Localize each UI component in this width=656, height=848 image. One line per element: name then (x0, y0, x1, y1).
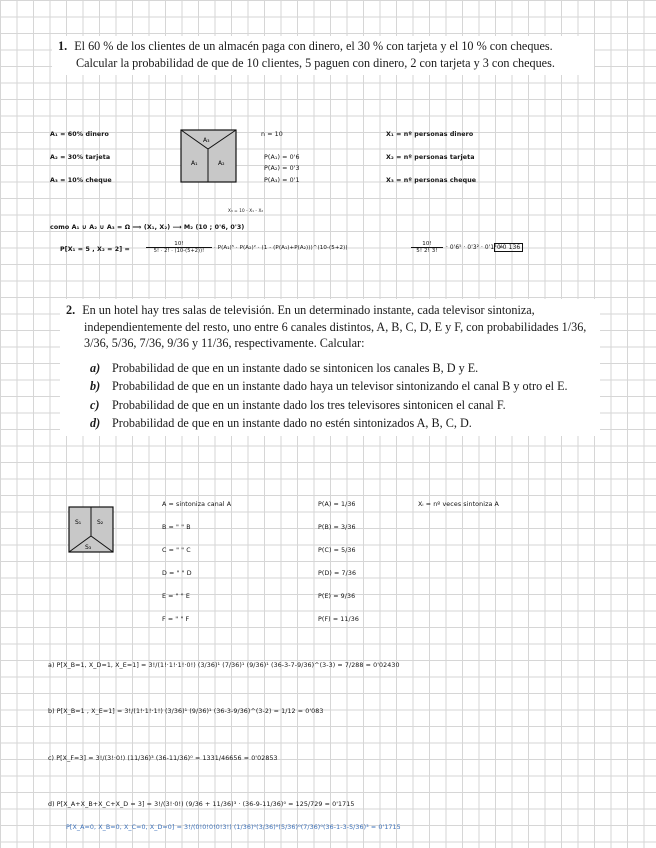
fraction-2-den: 5! 2! 3! (416, 248, 438, 254)
diagram2-region-s3: S₃ (85, 544, 92, 551)
prob-a: P(A) = 1/36 (318, 501, 356, 508)
diagram1-region-a2: A₂ (218, 160, 225, 167)
solution-d-alt: P[X_A=0, X_B=0, X_C=0, X_D=0] = 3!/(0!0!0!0!3!) (1/36)⁰(3/36)⁰(5/36)⁰(7/36)⁰(36-1-3-5/36)³ = 0'1715 (66, 824, 401, 831)
note-formula-tail: · P(A₁)⁵ · P(A₂)² · (1 - (P(A₁)+P(A₂)))^(10-(5+2)) (214, 245, 348, 251)
event-d: D = " " D (162, 570, 192, 577)
event-e: E = " " E (162, 593, 190, 600)
note-a1: A₁ = 60% dinero (50, 131, 109, 138)
note-arrow: X₃ = 10 - X₁ - X₂ (228, 208, 264, 213)
problem-2 (60, 299, 600, 436)
prob-b: P(B) = 3/36 (318, 524, 356, 531)
problem-1-text: El 60 % de los clientes de un almacén paga con dinero, el 30 % con tarjeta y el 10 % con cheques. Calcular la probabilidad de que de 10 clientes, 5 paguen con dinero, 2 con tarjeta y 3 con cheques. (74, 39, 555, 70)
prob-f: P(F) = 11/36 (318, 616, 359, 623)
problem-1 (52, 36, 594, 75)
event-c: C = " " C (162, 547, 191, 554)
note-eq2-tail: · 0'6⁵ · 0'3² · 0'1³ = (446, 245, 504, 251)
solution-d: d) P[X_A+X_B+X_C+X_D = 3] = 3!/(3!·0!) (9/36 + 11/36)³ · (36-9-11/36)⁰ = 125/729 = 0'1715 (48, 801, 355, 808)
note-p-a2: P(A₂) = 0'3 (264, 165, 300, 172)
item-a-label: a) (90, 360, 101, 375)
note-fraction-1 (146, 241, 212, 254)
solution-c: c) P[X_F=3] = 3!/(3!·0!) (11/36)³ (36-11/36)⁰ = 1331/46656 = 0'02853 (48, 755, 278, 762)
note-p-a3: P(A₃) = 0'1 (264, 177, 300, 184)
diagram1-region-a3: A₃ (203, 137, 210, 144)
event-b: B = " " B (162, 524, 191, 531)
event-f: F = " " F (162, 616, 190, 623)
item-b-text: Probabilidad de que en un instante dado haya un televisor sintonizando el canal B y otro el E. (112, 379, 568, 393)
prob-d: P(D) = 7/36 (318, 570, 357, 577)
note-x3: X₃ = nº personas cheque (386, 177, 477, 184)
problem-2-item-d (90, 415, 594, 432)
sample-space-diagram-1 (180, 129, 237, 183)
solution-b: b) P[X_B=1 , X_E=1] = 3!/(1!·1!·1!) (3/36)¹ (9/36)¹ (36-3-9/36)^(3-2) = 1/12 = 0'083 (48, 708, 324, 715)
diagram2-region-s2: S₂ (97, 519, 104, 526)
event-a: A = sintoniza canal A (162, 501, 232, 508)
item-b-label: b) (90, 379, 101, 393)
prob-e: P(E) = 9/36 (318, 593, 356, 600)
note-xdef: Xᵢ = nº veces sintoniza A (418, 501, 499, 508)
problem-2-text: En un hotel hay tres salas de televisión. En un determinado instante, cada televisor sintoniza, independientemente del resto, uno entre 6 canales distintos, A, B, C, D, E y F, con probabilidades 1/36, 3/36, 5/36, 7/36, 9/36 y 11/36, respectivamente. Calcular: (82, 303, 587, 350)
note-fraction-2 (411, 241, 443, 254)
note-x1: X₁ = nº personas dinero (386, 131, 474, 138)
fraction-1-den: 5! · 2! · (10-(5+2))! (153, 248, 205, 254)
fraction-1-num: 10! (146, 241, 212, 248)
solution-a: a) P[X_B=1, X_D=1, X_E=1] = 3!/(1!·1!·1!·0!) (3/36)¹ (7/36)¹ (9/36)¹ (36-3-7-9/36)^(3-3) = 7/288 = 0'02430 (48, 662, 400, 669)
note-formula-lhs: P[X₁ = 5 , X₂ = 2] = (60, 246, 130, 253)
note-a2: A₂ = 30% tarjeta (50, 154, 111, 161)
problem-2-item-c (90, 397, 594, 414)
problem-2-body (66, 302, 594, 352)
item-c-text: Probabilidad de que en un instante dado los tres televisores sintonicen el canal F. (112, 397, 506, 412)
diagram2-region-s1: S₁ (75, 519, 82, 526)
sample-space-diagram-2 (68, 506, 114, 553)
problem-2-item-a (90, 360, 594, 377)
item-d-label: d) (90, 416, 101, 430)
prob-c: P(C) = 5/36 (318, 547, 356, 554)
note-p-a1: P(A₁) = 0'6 (264, 154, 300, 161)
note-n: n = 10 (261, 131, 283, 138)
item-d-text: Probabilidad de que en un instante dado no estén sintonizados A, B, C, D. (112, 416, 472, 430)
problem-2-item-b (90, 378, 594, 395)
problem-1-number: 1. (58, 39, 68, 53)
problem-1-body (58, 38, 588, 71)
note-como: como A₁ ∪ A₂ ∪ A₃ = Ω ⟹ (X₁, X₂) ⟶ M₂ (10 ; 0'6, 0'3) (50, 224, 245, 231)
item-c-label: c) (90, 397, 100, 412)
note-x2: X₂ = nº personas tarjeta (386, 154, 475, 161)
item-a-text: Probabilidad de que en un instante dado se sintonicen los canales B, D y E. (112, 360, 479, 375)
problem-2-number: 2. (66, 303, 76, 317)
result-box: 0'0 136 (494, 243, 523, 252)
diagram1-region-a1: A₁ (191, 160, 198, 167)
note-a3: A₃ = 10% cheque (50, 177, 112, 184)
fraction-2-num: 10! (411, 241, 443, 248)
